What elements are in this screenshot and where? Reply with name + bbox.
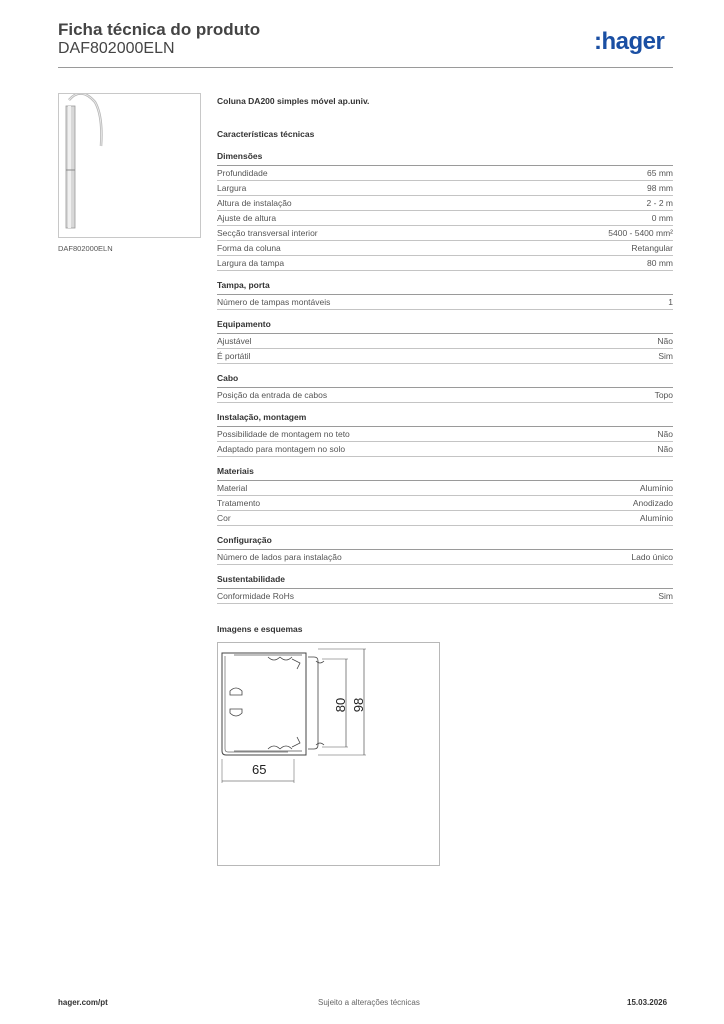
header-divider — [58, 67, 673, 68]
spec-label: Profundidade — [217, 168, 268, 178]
spec-group-title: Dimensões — [217, 151, 673, 166]
spec-row — [217, 442, 673, 457]
spec-value: 80 mm — [647, 258, 673, 268]
spec-value: 1 — [668, 297, 673, 307]
spec-group — [217, 412, 673, 457]
spec-label: Número de tampas montáveis — [217, 297, 331, 307]
spec-row — [217, 589, 673, 604]
spec-group — [217, 151, 673, 271]
product-image — [58, 93, 201, 238]
spec-row — [217, 496, 673, 511]
spec-value: Não — [657, 444, 673, 454]
spec-row — [217, 349, 673, 364]
spec-label: Forma da coluna — [217, 243, 281, 253]
spec-label: Ajuste de altura — [217, 213, 277, 223]
spec-label: Secção transversal interior — [217, 228, 318, 238]
spec-row — [217, 481, 673, 496]
product-name: Coluna DA200 simples móvel ap.univ. — [217, 96, 370, 106]
spec-row — [217, 226, 673, 241]
technical-drawing — [217, 642, 440, 866]
spec-row — [217, 427, 673, 442]
spec-value: Alumínio — [639, 483, 673, 493]
spec-group-title: Configuração — [217, 535, 673, 550]
spec-value: Sim — [658, 591, 673, 601]
spec-label: Altura de instalação — [217, 198, 292, 208]
images-heading: Imagens e esquemas — [217, 624, 303, 634]
spec-label: Cor — [217, 513, 231, 523]
depth-dimension-label: 65 — [252, 762, 267, 777]
footer-disclaimer: Sujeito a alterações técnicas — [318, 998, 420, 1007]
spec-value: Anodizado — [632, 498, 673, 508]
product-image-caption: DAF802000ELN — [58, 244, 113, 253]
spec-row — [217, 211, 673, 226]
spec-value: Não — [657, 336, 673, 346]
spec-row — [217, 295, 673, 310]
spec-label: Conformidade RoHs — [217, 591, 295, 601]
spec-value: 2 - 2 m — [646, 198, 673, 208]
spec-content — [217, 95, 673, 604]
spec-groups — [217, 151, 673, 604]
column-illustration — [59, 94, 200, 237]
footer-date: 15.03.2026 — [627, 998, 668, 1007]
spec-group — [217, 319, 673, 364]
spec-value: Retangular — [631, 243, 673, 253]
spec-group-title: Equipamento — [217, 319, 673, 334]
spec-group — [217, 373, 673, 403]
specs-heading: Características técnicas — [217, 129, 315, 139]
spec-group-title: Sustentabilidade — [217, 574, 673, 589]
spec-row — [217, 241, 673, 256]
product-reference: DAF802000ELN — [58, 40, 175, 57]
document-title: Ficha técnica do produto — [58, 20, 261, 39]
spec-group-title: Materiais — [217, 466, 673, 481]
spec-value: 65 mm — [647, 168, 673, 178]
spec-group — [217, 280, 673, 310]
spec-value: 98 mm — [647, 183, 673, 193]
spec-value: Topo — [654, 390, 673, 400]
spec-row — [217, 256, 673, 271]
spec-value: Não — [657, 429, 673, 439]
footer-website[interactable]: hager.com/pt — [58, 998, 108, 1007]
spec-label: Número de lados para instalação — [217, 552, 342, 562]
spec-label: Ajustável — [217, 336, 252, 346]
spec-group-title: Tampa, porta — [217, 280, 673, 295]
spec-row — [217, 196, 673, 211]
width-dimension-label: 98 — [351, 697, 366, 713]
spec-group-title: Instalação, montagem — [217, 412, 673, 427]
spec-label: É portátil — [217, 351, 251, 361]
cross-section-diagram — [218, 643, 439, 865]
spec-label: Tratamento — [217, 498, 261, 508]
spec-value: 5400 - 5400 mm² — [608, 228, 673, 238]
spec-row — [217, 550, 673, 565]
spec-group — [217, 466, 673, 526]
spec-label: Material — [217, 483, 248, 493]
spec-group — [217, 535, 673, 565]
spec-value: Lado único — [631, 552, 673, 562]
spec-group-title: Cabo — [217, 373, 673, 388]
spec-row — [217, 388, 673, 403]
spec-label: Possibilidade de montagem no teto — [217, 429, 350, 439]
spec-label: Largura — [217, 183, 247, 193]
spec-label: Adaptado para montagem no solo — [217, 444, 346, 454]
spec-value: Sim — [658, 351, 673, 361]
hager-logo: :hager — [594, 28, 665, 55]
spec-row — [217, 334, 673, 349]
spec-value: Alumínio — [639, 513, 673, 523]
spec-row — [217, 511, 673, 526]
spec-label: Posição da entrada de cabos — [217, 390, 328, 400]
spec-group — [217, 574, 673, 604]
spec-row — [217, 181, 673, 196]
cover-width-dimension-label: 80 — [333, 697, 348, 713]
spec-row — [217, 166, 673, 181]
spec-label: Largura da tampa — [217, 258, 285, 268]
spec-value: 0 mm — [651, 213, 673, 223]
